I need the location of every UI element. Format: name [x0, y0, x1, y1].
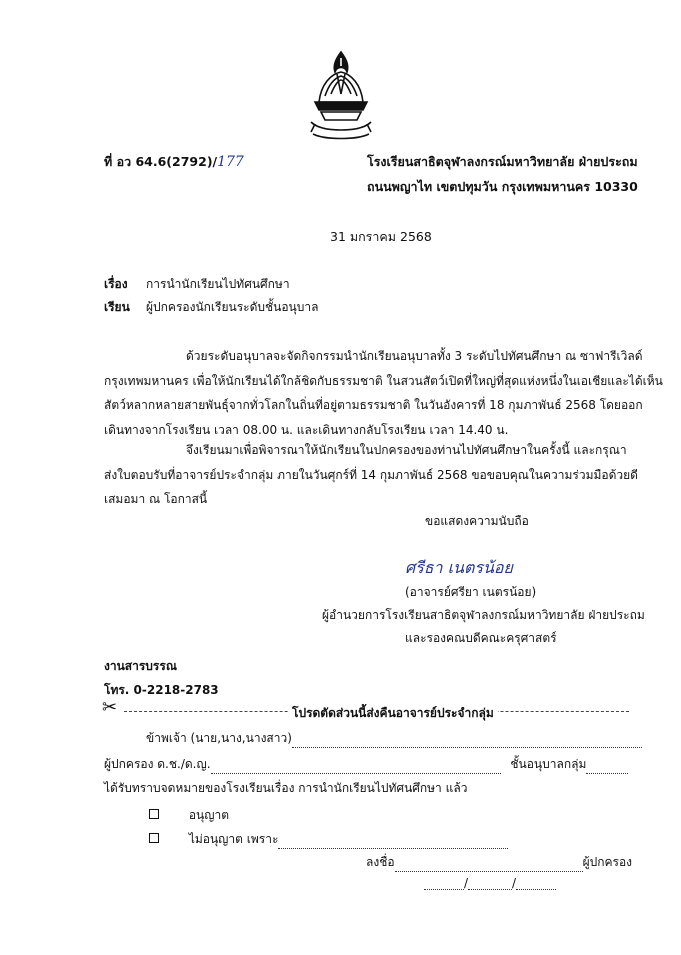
- class-group-label: ชั้นอนุบาลกลุ่ม: [510, 757, 587, 771]
- reference-handwritten-number: 177: [217, 154, 244, 170]
- reply-date-line: [424, 876, 556, 890]
- recipient-label: เรียน: [104, 300, 130, 314]
- school-address: ถนนพญาไท เขตปทุมวัน กรุงเทพมหานคร 10330: [367, 179, 638, 194]
- recipient-line: [104, 298, 318, 317]
- parent-name-label: ข้าพเจ้า (นาย,นาง,นางสาว): [146, 731, 292, 745]
- body-paragraph-2: [104, 438, 640, 512]
- reference-number: [104, 152, 244, 172]
- body-line: เดินทางจากโรงเรียน เวลา 08.00 น. และเดินทางกลับโรงเรียน เวลา 14.40 น.: [104, 422, 509, 437]
- parent-signature-field[interactable]: [395, 859, 583, 872]
- reference-prefix: ที่ อว 64.6(2792)/: [104, 154, 218, 169]
- acknowledgement-text: ได้รับทราบจดหมายของโรงเรียนเรื่อง การนำนักเรียนไปทัศนศึกษา แล้ว: [104, 781, 468, 795]
- office-phone: โทร. 0-2218-2783: [104, 683, 219, 697]
- reply-line-parent-name: [146, 729, 642, 748]
- student-name-field[interactable]: [211, 761, 501, 774]
- signer-position-2: และรองคณบดีคณะครุศาสตร์: [405, 631, 557, 645]
- body-line: สัตว์หลากหลายสายพันธุ์จากทั่วโลกในถิ่นที่อยู่ตามธรรมชาติ ในวันอังคารที่ 18 กุมภาพันธ์ 2568 โดยออก: [104, 398, 643, 412]
- school-emblem-icon: [305, 50, 377, 142]
- handwritten-signature: ศรีธา เนตรน้อย: [405, 558, 513, 577]
- school-name: โรงเรียนสาธิตจุฬาลงกรณ์มหาวิทยาลัย ฝ่ายประถม: [367, 154, 638, 169]
- office-name: งานสารบรรณ: [104, 659, 177, 673]
- option-allow: [149, 806, 229, 825]
- reply-line-student: [104, 755, 628, 774]
- date-separator: /: [512, 876, 517, 890]
- subject-text: การนำนักเรียนไปทัศนศึกษา: [146, 277, 290, 291]
- month-field[interactable]: [468, 877, 512, 890]
- signature-line: [366, 853, 632, 872]
- letter-date: 31 มกราคม 2568: [330, 229, 432, 244]
- sign-label: ลงชื่อ: [366, 855, 395, 869]
- option-deny: [149, 830, 508, 849]
- day-field[interactable]: [424, 877, 464, 890]
- date-separator: /: [464, 876, 469, 890]
- recipient-text: ผู้ปกครองนักเรียนระดับชั้นอนุบาล: [146, 300, 319, 314]
- signer-position-1: ผู้อำนวยการโรงเรียนสาธิตจุฬาลงกรณ์มหาวิทยาลัย ฝ่ายประถม: [322, 608, 645, 622]
- body-line: ส่งใบตอบรับที่อาจารย์ประจำกลุ่ม ภายในวันศุกร์ที่ 14 กุมภาพันธ์ 2568 ขอขอบคุณในความร่วมมือด้วยดี: [104, 467, 638, 482]
- body-line: เสมอมา ณ โอกาสนี้: [104, 492, 208, 506]
- student-label: ผู้ปกครอง ด.ช./ด.ญ.: [104, 757, 211, 771]
- subject-label: เรื่อง: [104, 277, 128, 291]
- signer-name: (อาจารย์ศรียา เนตรน้อย): [405, 585, 537, 599]
- class-group-field[interactable]: [586, 761, 628, 774]
- closing-text: ขอแสดงความนับถือ: [425, 514, 529, 528]
- body-line: จึงเรียนมาเพื่อพิจารณาให้นักเรียนในปกครองของท่านไปทัศนศึกษาในครั้งนี้ และกรุณา: [186, 443, 627, 457]
- allow-checkbox[interactable]: [149, 809, 159, 819]
- body-line: กรุงเทพมหานคร เพื่อให้นักเรียนได้ใกล้ชิดกับธรรมชาติ ในสวนสัตว์เปิดที่ใหญ่ที่สุดแห่งหนึ่งในเอเชียและได้เห็น: [104, 373, 663, 388]
- body-line: ด้วยระดับอนุบาลจะจัดกิจกรรมนำนักเรียนอนุบาลทั้ง 3 ระดับไปทัศนศึกษา ณ ซาฟารีเวิลด์: [186, 349, 643, 363]
- deny-checkbox[interactable]: [149, 833, 159, 843]
- body-paragraph-1: [104, 344, 663, 442]
- scissors-icon: ✂: [102, 697, 118, 718]
- parent-name-field[interactable]: [292, 735, 642, 748]
- cut-instruction: โปรดตัดส่วนนี้ส่งคืนอาจารย์ประจำกลุ่ม: [288, 704, 498, 723]
- allow-label: อนุญาต: [188, 808, 229, 822]
- sign-role: ผู้ปกครอง: [582, 855, 633, 869]
- subject-line: [104, 275, 290, 294]
- year-field[interactable]: [516, 877, 556, 890]
- deny-reason-field[interactable]: [278, 836, 508, 849]
- deny-label: ไม่อนุญาต เพราะ: [188, 832, 279, 846]
